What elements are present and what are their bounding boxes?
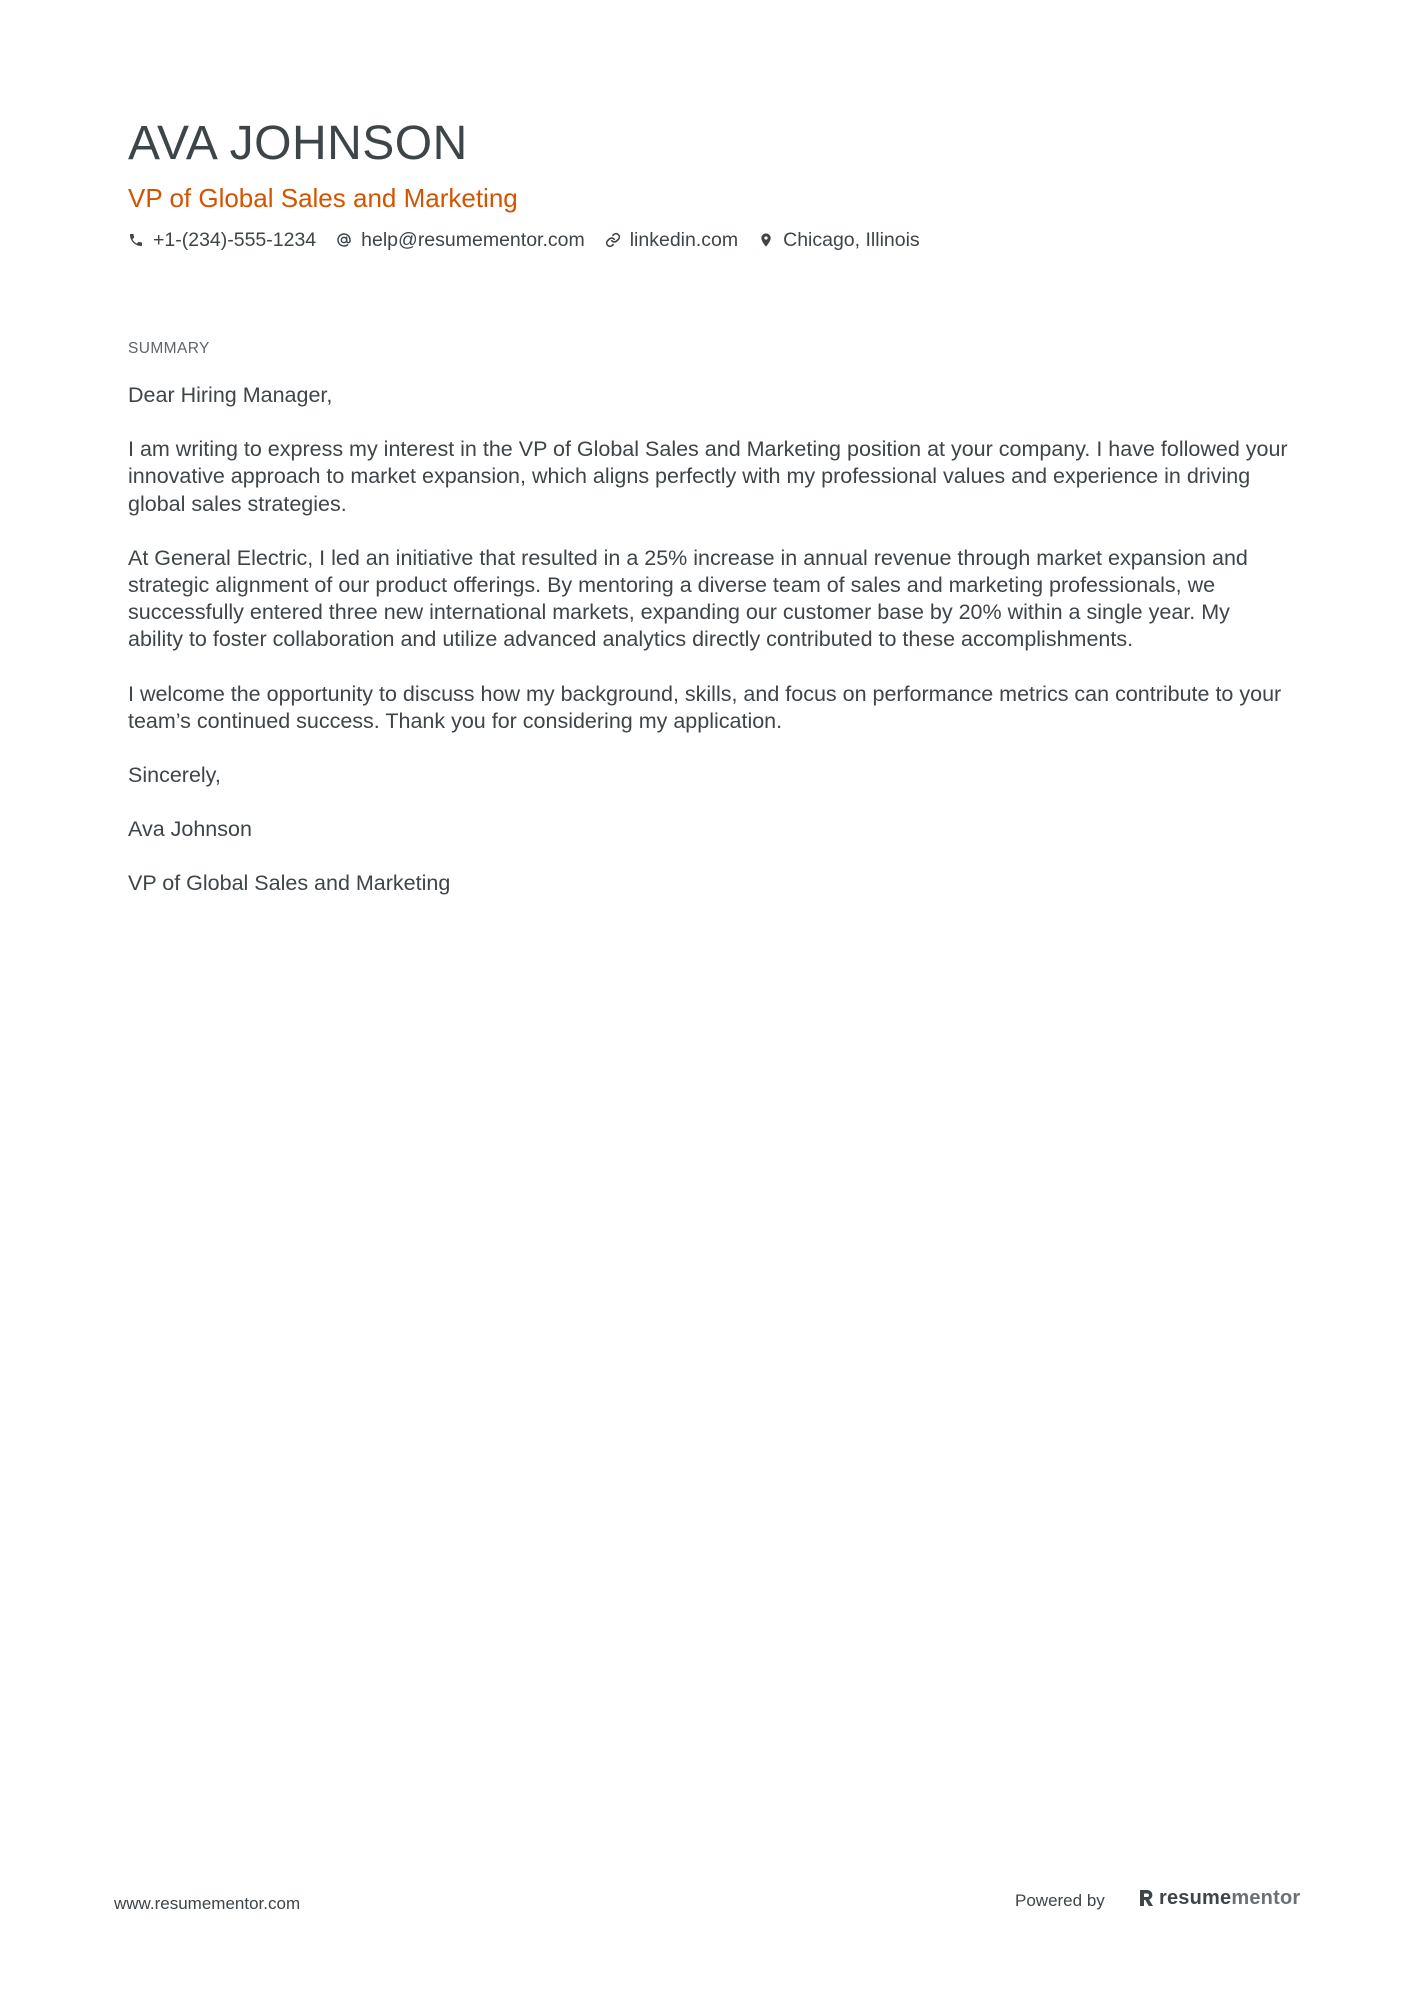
letter-closing: Sincerely, <box>128 763 221 788</box>
footer-website-link[interactable]: www.resumementor.com <box>114 1894 301 1913</box>
contact-bar <box>128 226 940 254</box>
website-link[interactable]: linkedin.com <box>629 229 739 251</box>
at-icon <box>336 232 352 248</box>
email-link[interactable]: help@resumementor.com <box>361 229 585 251</box>
contact-website[interactable] <box>605 226 738 254</box>
candidate-name: AVA JOHNSON <box>128 117 468 170</box>
brand-text-mentor: mentor <box>1231 1886 1301 1909</box>
map-pin-icon <box>758 232 774 248</box>
letter-body <box>128 382 1288 925</box>
letter-paragraph: At General Electric, I led an initiative that resulted in a 25% increase in annual revenue through market expansion and strategic alignment of our product offerings. By mentoring a diverse team of sales and marketing professionals, we successfully entered three new international markets, expanding our customer base by 20% within a single year. My ability to foster collaboration and utilize advanced analytics directly contributed to these accomplishments. <box>128 545 1248 652</box>
letter-greeting: Dear Hiring Manager, <box>128 383 333 407</box>
phone-text: +1-(234)-555-1234 <box>153 229 317 251</box>
phone-icon <box>128 232 144 248</box>
brand-text-resume: resume <box>1159 1886 1232 1909</box>
signature-title: VP of Global Sales and Marketing <box>128 871 451 896</box>
letter-paragraph: I welcome the opportunity to discuss how my background, skills, and focus on performance metrics can contribute to your team’s continued success. Thank you for considering my application. <box>128 681 1282 733</box>
resumementor-logo-icon <box>1138 1888 1155 1908</box>
contact-location <box>758 226 920 254</box>
contact-email[interactable] <box>336 226 585 254</box>
resumementor-logo[interactable] <box>1138 1885 1300 1911</box>
powered-by-label: Powered by <box>1015 1891 1105 1910</box>
letter-paragraph: I am writing to express my interest in the VP of Global Sales and Marketing position at your company. I have followed your innovative approach to market expansion, which aligns perfectly with my professional values and experience in driving global sales strategies. <box>128 437 1288 516</box>
signature-name: Ava Johnson <box>128 817 252 842</box>
link-icon <box>605 232 621 248</box>
summary-heading: SUMMARY <box>128 340 210 357</box>
location-text: Chicago, Illinois <box>783 229 920 251</box>
contact-phone <box>128 226 316 254</box>
candidate-title: VP of Global Sales and Marketing <box>128 183 518 213</box>
